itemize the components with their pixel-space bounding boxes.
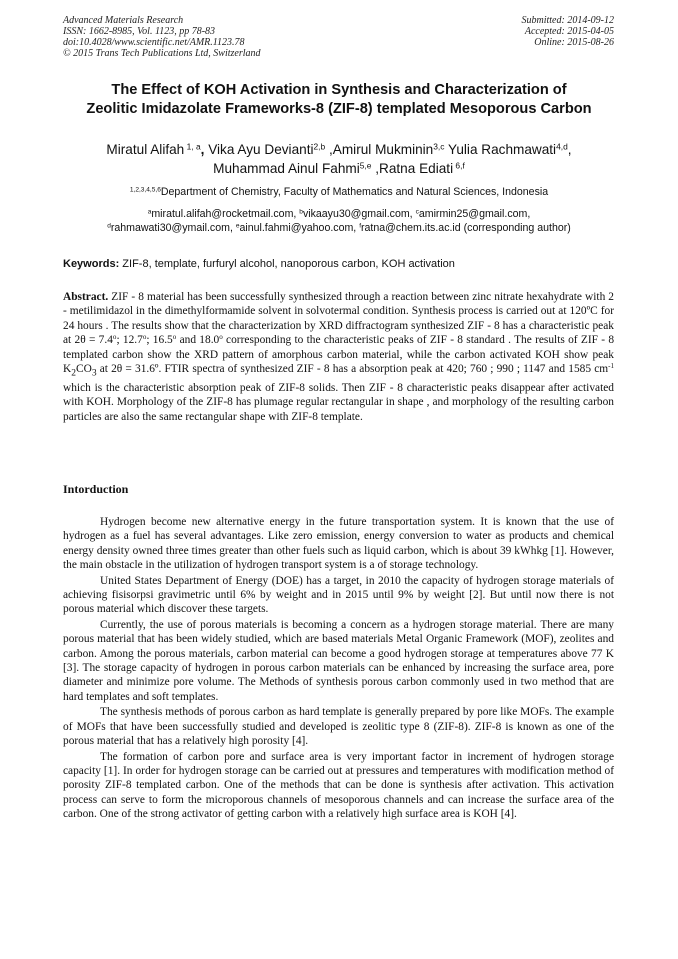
degree-superscript: o [142, 333, 147, 342]
abstract [63, 290, 614, 424]
paragraph: Hydrogen become new alternative energy in the future transportation system. It is known that the use of hydrogen as a fuel has several advantages. Like zero emission, energy conversion to water as products and chemical energy density owned three times greater than other fuels such as liquid carbon, which is about 39 kWhkg [1]. However, the main obstacle in the utilization of hydrogen transport system is a of storage technology. [63, 516, 614, 572]
abstract-text: CO [75, 363, 92, 376]
author-superscript: 6,f [453, 160, 465, 171]
unit-superscript: -1 [608, 362, 614, 371]
author-line-1: Miratul Alifah $^{1, a}$, Vika Ayu Devianti$^{2,b}$ ,Amirul Mukminin$^{3,c}$ Yulia Rachmawati$^{4,d}$, [106, 141, 572, 157]
email-line-2 [40, 221, 638, 235]
section-heading: Intorduction [63, 482, 129, 496]
journal-copyright: © 2015 Trans Tech Publications Ltd, Switzerland [63, 48, 261, 59]
email: miratul.alifah@rocketmail.com, [151, 208, 300, 220]
email: rahmawati30@ymail.com, [110, 222, 236, 234]
abstract-text: corresponding to the characteristic peaks of ZIF - 8 standard . The results of ZIF - 8 templated carbon show the XRD pattern of amorphous carbon material, while the carbon activated KOH show peak K [63, 334, 615, 376]
keywords-text: ZIF-8, template, furfuryl alcohol, nanoporous carbon, KOH activation [119, 258, 455, 270]
email-line-1 [40, 207, 638, 221]
email: vikaayu30@gmail.com, [302, 208, 416, 220]
author-superscript: 4,d [556, 141, 568, 152]
journal-doi: doi:10.4028/www.scientific.net/AMR.1123.78 [63, 37, 245, 48]
author-superscript: 5,e [359, 160, 372, 171]
accepted-date: Accepted: 2015-04-05 [524, 26, 614, 37]
journal-issn: ISSN: 1662-8985, Vol. 1123, pp 78-83 [63, 26, 216, 37]
abstract-text: and 18.0 [176, 334, 220, 347]
body-text [63, 515, 614, 823]
submitted-date: Submitted: 2014-09-12 [521, 15, 614, 26]
email-superscript: f [359, 222, 362, 230]
author-superscript: 3,c [433, 141, 445, 152]
email-superscript: c [415, 208, 419, 216]
author-name: Yulia Rachmawati [448, 142, 557, 157]
author-superscript: 2,b [313, 141, 326, 152]
author-emails [40, 207, 638, 235]
abstract-text: ; 16.5 [146, 334, 173, 347]
author-line-2: Muhammad Ainul Fahmi$^{5,e}$ ,Ratna Ediati $^{6,f}$ [213, 160, 465, 176]
journal-name: Advanced Materials Research [63, 15, 184, 26]
abstract-text: which is the characteristic absorption peak of ZIF-8 solids. Then ZIF - 8 characteristic peaks disappear after activated with KOH. Morphology of the ZIF-8 has plumage regular rectangular in shape , and morphology of the resulting carbon particles are also the same rectangular shape with ZIF-8 template. [63, 381, 614, 423]
author-name: Amirul Mukminin [332, 142, 434, 157]
subscript: 3 [91, 368, 97, 379]
affiliation-text: Department of Chemistry, Faculty of Mathematics and Natural Sciences, Indonesia [160, 186, 549, 198]
abstract-text: at 2θ = 31.6º. FTIR spectra of synthesized ZIF - 8 has a absorption peak at 420; 760 ; 990 ; 1147 and 1585 cm [96, 363, 609, 376]
abstract-text: ; 12.7 [116, 334, 143, 347]
author-name: Vika Ayu Devianti [208, 142, 314, 157]
title-line-2: Zeolitic Imidazolate Frameworks-8 (ZIF-8) templated Mesoporous Carbon [86, 101, 592, 117]
paragraph: The synthesis methods of porous carbon as hard template is generally prepared by pore like MOFs. The example of MOFs that have been successfully studied and developed is zeolitic type 8 (ZIF-8). ZIF-8 is known as one of the porous material that has a relatively high porosity [4]. [63, 706, 614, 748]
author-list [40, 140, 638, 178]
author-name: Muhammad Ainul Fahmi [213, 161, 360, 176]
email-superscript: b [299, 208, 303, 216]
email-superscript: d [107, 222, 111, 230]
author-superscript: 1, a [184, 141, 201, 152]
affiliation [40, 186, 638, 199]
abstract-text: ZIF - 8 material has been successfully synthesized through a reaction between zinc nitrate hexahydrate with 2 - metilimidazol in the dimethylformamide solvent in solvotermal condition. Synthesis process is carried out at 120ºC for 24 hours . The results show that the characterization by XRD diffractogram synthesized ZIF - 8 has a characteristic peak at 2θ = 7.4 [63, 291, 614, 347]
title-line-1: The Effect of KOH Activation in Synthesis and Characterization of [111, 82, 567, 98]
journal-header [63, 15, 261, 59]
degree-superscript: o [112, 333, 117, 342]
abstract-label: Abstract. [63, 291, 109, 303]
dates-header [522, 15, 615, 48]
paragraph: United States Department of Energy (DOE) has a target, in 2010 the capacity of hydrogen storage materials of achieving fisisorpsi gravimetric until 6% by weight and in 2015 until 9% by weight [2]. But until now there is not porous material which discover these targets. [63, 574, 614, 616]
keywords-label: Keywords: [63, 258, 120, 270]
degree-superscript: o [172, 333, 177, 342]
author-name: Miratul Alifah [106, 142, 185, 157]
email: ratna@chem.its.ac.id (corresponding author) [361, 222, 571, 234]
degree-superscript: o [219, 333, 223, 342]
paper-title [50, 81, 628, 119]
keywords [63, 258, 455, 270]
affiliation-superscript: 1,2,3,4,5,6 [129, 186, 161, 194]
online-date: Online: 2015-08-26 [534, 37, 614, 48]
email: amirmin25@gmail.com, [418, 208, 531, 220]
email-superscript: a [147, 208, 152, 216]
email: ainul.fahmi@yahoo.com, [239, 222, 360, 234]
subscript: 2 [71, 368, 76, 379]
email-superscript: e [235, 222, 240, 230]
author-name: Ratna Ediati [379, 161, 454, 176]
paragraph: The formation of carbon pore and surface area is very important factor in increment of hydrogen storage capacity [1]. In order for hydrogen storage can be carried out at pressures and temperatures with modification method of porosity ZIF-8 templated carbon. One of the methods that can be done is synthesis after activation. This activation process can serve to form the microporous channels of mesoporous channels and can increase the surface area of the carbon. One of the strong activator of getting carbon with a relatively high surface area is KOH [4]. [63, 750, 614, 821]
paragraph: Currently, the use of porous materials is becoming a concern as a hydrogen storage material. There are many porous material that has been widely studied, which are based materials Metal Organic Framework (MOF), zeolites and carbon. Among the porous materials, carbon material can become a good hydrogen storage at temperatures above 77 K [3]. The storage capacity of hydrogen in porous carbon materials can be enhanced by increasing the surface area, pore diameter and minimize pore volume. The Methods of synthesis porous carbon commonly used in two method that are hard templates and soft templates. [63, 618, 614, 703]
